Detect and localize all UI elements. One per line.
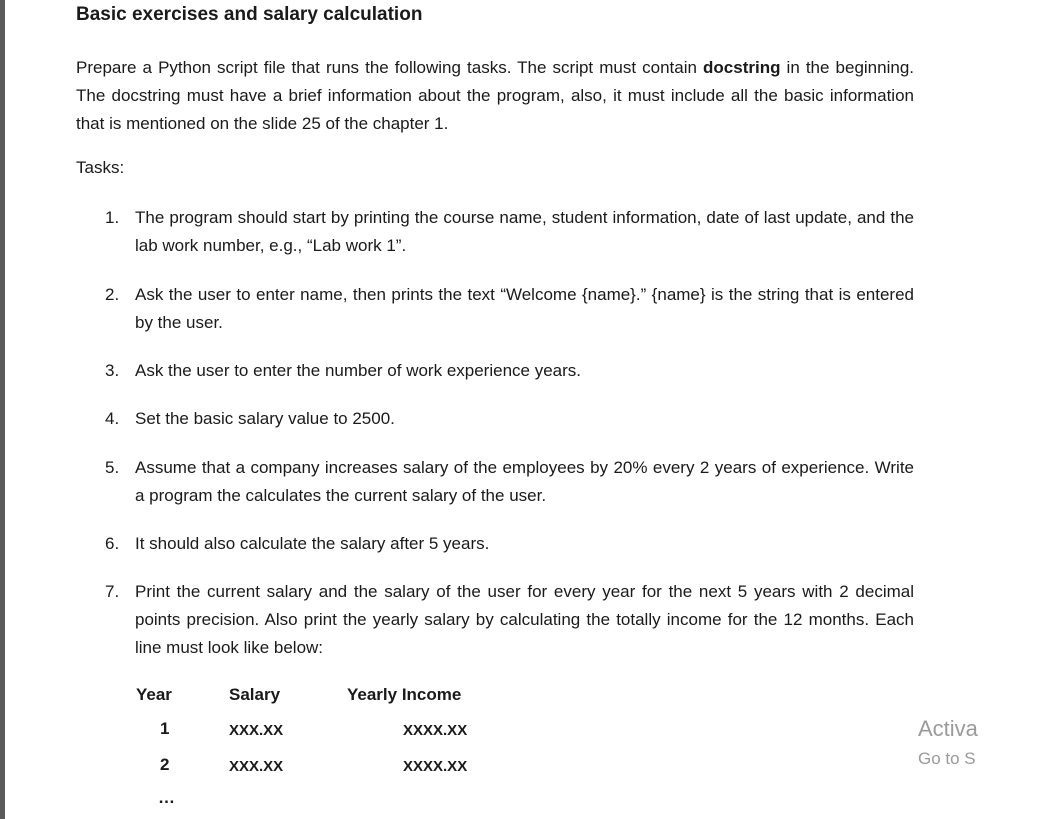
task-text: It should also calculate the salary after 5 years. bbox=[135, 534, 490, 553]
task-item bbox=[105, 530, 914, 558]
task-text: The program should start by printing the course name, student information, date of last update, and the lab work number, e.g., “Lab work 1”. bbox=[135, 208, 914, 255]
table-cell-year: 2 bbox=[160, 755, 170, 774]
intro-paragraph bbox=[76, 54, 914, 138]
task-item bbox=[105, 204, 914, 260]
table-cell-yearly-income: XXXX.XX bbox=[403, 758, 468, 775]
table-header-yearly-income: Yearly Income bbox=[347, 685, 462, 704]
document-title: Basic exercises and salary calculation bbox=[76, 4, 423, 25]
task-number: 4. bbox=[105, 409, 120, 428]
activation-watermark-title: Activa bbox=[918, 716, 978, 741]
tasks-label: Tasks: bbox=[76, 158, 125, 177]
task-item bbox=[105, 454, 914, 510]
task-number: 2. bbox=[105, 285, 120, 304]
task-number: 5. bbox=[105, 458, 120, 477]
table-cell-salary: XXX.XX bbox=[229, 758, 284, 775]
task-item bbox=[105, 405, 914, 433]
activation-watermark-subtitle: Go to S bbox=[918, 749, 976, 768]
intro-bold-term: docstring bbox=[703, 58, 781, 77]
table-ellipsis: … bbox=[158, 788, 175, 807]
table-cell-yearly-income: XXXX.XX bbox=[403, 722, 468, 739]
task-text: Set the basic salary value to 2500. bbox=[135, 409, 395, 428]
task-item bbox=[105, 578, 914, 662]
task-text: Ask the user to enter the number of work experience years. bbox=[135, 361, 582, 380]
task-text: Assume that a company increases salary of the employees by 20% every 2 years of experience. Write a program the calculates the current salary of the user. bbox=[135, 458, 914, 505]
table-cell-year: 1 bbox=[160, 719, 170, 738]
task-number: 3. bbox=[105, 361, 120, 380]
task-number: 1. bbox=[105, 208, 120, 227]
intro-text-1: Prepare a Python script file that runs the following tasks. The script must contain bbox=[76, 58, 704, 77]
task-text: Ask the user to enter name, then prints the text “Welcome {name}.” {name} is the string that is entered by the user. bbox=[135, 285, 914, 332]
table-header-year: Year bbox=[136, 685, 172, 704]
window-left-edge bbox=[0, 0, 5, 819]
table-header-salary: Salary bbox=[229, 685, 281, 704]
task-text: Print the current salary and the salary of the user for every year for the next 5 years with 2 decimal points precision. Also print the yearly salary by calculating the totally income for the 12 months. Each line must look like below: bbox=[135, 582, 914, 657]
task-number: 7. bbox=[105, 582, 120, 601]
task-item bbox=[105, 357, 914, 385]
table-cell-salary: XXX.XX bbox=[229, 722, 284, 739]
task-number: 6. bbox=[105, 534, 120, 553]
intro-text-2: in the beginning. The docstring must have a brief information about the program, also, it must include all the basic information that is mentioned on the slide 25 of the chapter 1. bbox=[76, 58, 914, 133]
task-item bbox=[105, 281, 914, 337]
